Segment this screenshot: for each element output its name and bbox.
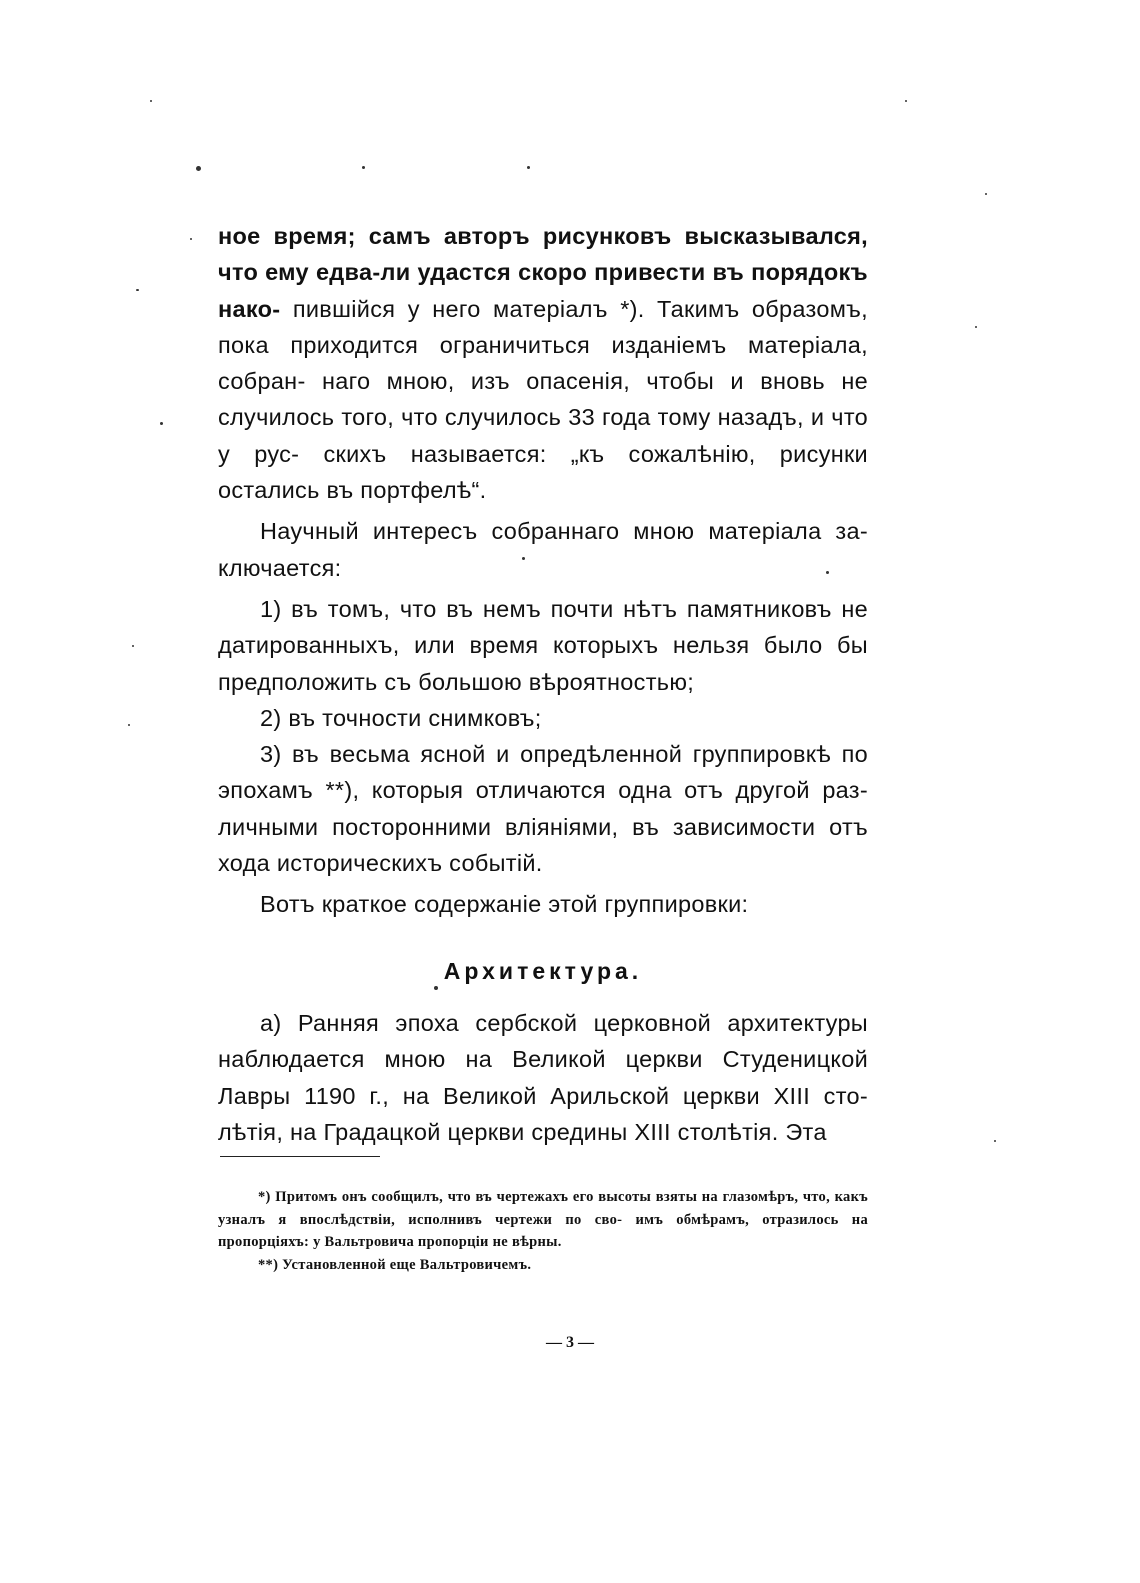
footnote-2 (218, 1254, 868, 1277)
paragraph-interest (218, 513, 868, 586)
main-text-block (218, 218, 868, 1150)
paragraph-continued (218, 218, 868, 508)
footnote-line: *) Притомъ онъ сообщилъ, что въ чертежахъ его высоты взяты на (258, 1189, 718, 1205)
text-line: а) Ранняя эпоха сербской церковной архитектуры (260, 1009, 868, 1036)
text-line: ему едва-ли удастся скоро привести въ порядокъ нако- (218, 259, 868, 322)
page-number: — 3 — (546, 1334, 594, 1351)
paragraph-point-2 (218, 700, 868, 736)
text-line: наблюдается мною на Великой церкви Студеницкой (218, 1046, 868, 1073)
footnote-line: глазомѣръ, что, какъ узналъ я впослѣдствіи, исполнивъ чертежи по сво- (218, 1189, 868, 1228)
text-line: личными посторонними вліяніями, въ зависимости отъ (218, 813, 868, 840)
text-line: Лавры 1190 г., на Великой Арильской церкви XIII сто- (218, 1082, 868, 1109)
scan-speck (136, 289, 139, 291)
footnote-line: имъ обмѣрамъ, отразилось на пропорціяхъ: у Вальтровича пропорціи не (218, 1211, 868, 1250)
scan-speck (362, 166, 365, 169)
section-heading: Архитектура. (443, 957, 643, 984)
scan-speck (128, 724, 130, 726)
footnote-1 (218, 1186, 868, 1254)
footnote-line: **) Установленной еще Вальтровичемъ. (258, 1256, 532, 1273)
text-line: не датированныхъ, или время которыхъ нельзя было (218, 595, 868, 659)
paragraph-summary-intro (218, 886, 868, 922)
paragraph-point-3 (218, 736, 868, 881)
text-line: ное время; самъ авторъ рисунковъ высказывался, что (218, 223, 868, 286)
scan-speck (196, 166, 201, 171)
footnote-divider (220, 1156, 380, 1158)
scan-speck (985, 193, 987, 195)
scan-speck (975, 326, 977, 328)
text-line: хода историческихъ событій. (218, 850, 543, 877)
text-line: наго мною, изъ опасенія, чтобы и вновь не случилось (218, 368, 868, 431)
scan-speck (150, 100, 152, 102)
text-line: приходится ограничиться изданіемъ матеріала, собран- (218, 331, 868, 395)
paragraph-point-1 (218, 591, 868, 700)
text-line: ключается: (218, 554, 342, 581)
scan-speck (994, 1140, 996, 1142)
paragraph-architecture (218, 1005, 868, 1150)
text-line: скихъ называется: „къ сожалѣнію, рисунки остались въ (218, 440, 868, 504)
scan-speck (132, 645, 134, 647)
text-line: того, что случилось 33 года тому назадъ, и что у рус- (218, 404, 868, 467)
text-line: пившійся у него матеріалъ *). Такимъ образомъ, пока (218, 295, 868, 358)
text-line: Вотъ краткое содержаніе этой группировки: (260, 891, 749, 918)
footnote-line: вѣрны. (511, 1234, 562, 1250)
text-line: портфелѣ“. (360, 477, 487, 504)
text-line: бы предположить съ большою вѣроятностью; (218, 632, 868, 695)
scan-speck (160, 422, 163, 425)
scan-speck (190, 238, 192, 240)
text-line: 2) въ точности снимковъ; (260, 704, 542, 731)
text-line: 1) въ томъ, что въ немъ почти нѣтъ памятниковъ (260, 595, 832, 622)
scan-speck (905, 100, 907, 102)
scan-speck (527, 166, 530, 169)
text-line: 3) въ весьма ясной и опредѣленной группировкѣ (260, 741, 832, 768)
footnotes-block (218, 1186, 868, 1276)
text-line: лѣтія, на Градацкой церкви средины XIII столѣтія. Эта (218, 1118, 827, 1145)
text-line: Научный интересъ собраннаго мною матеріала за- (260, 518, 868, 545)
text-line: по эпохамъ **), которыя отличаются одна отъ другой раз- (218, 741, 868, 804)
